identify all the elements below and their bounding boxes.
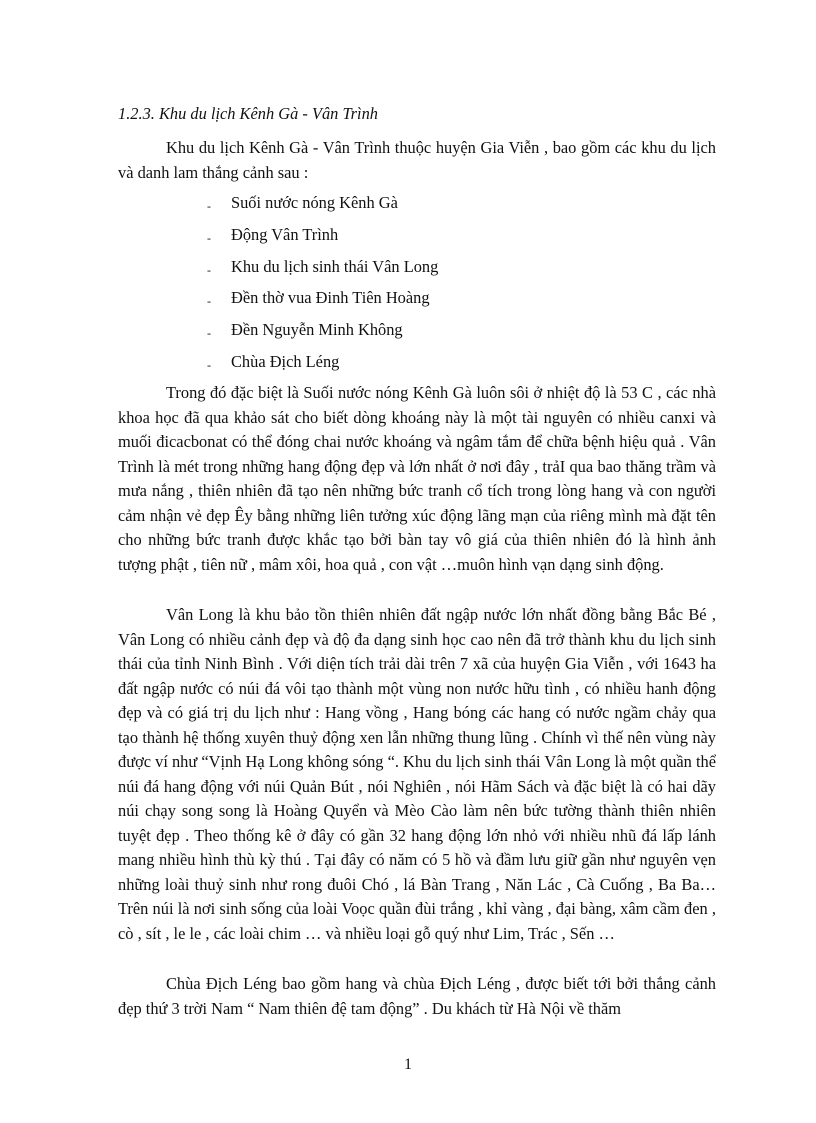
- bullet-icon: -: [207, 326, 211, 341]
- list-item: [207, 223, 438, 255]
- attraction-list: [207, 191, 438, 382]
- bullet-icon: -: [207, 262, 211, 277]
- paragraph-text: Trong đó đặc biệt là Suối nước nóng Kênh Gà luôn sôi ở nhiệt độ là 53 C , các nhà khoa học đã qua khảo sát cho biết dòng khoáng này là một tài nguyên có nhiều canxi và muối đicacbonat có thể đóng chai nước khoáng và ngâm tắm để chữa bệnh hiệu quả . Vân Trình là mét trong những hang động đẹp và lớn nhất ở nơi đây , trảI qua bao thăng trầm và mưa nắng , thiên nhiên đã tạo nên những bức tranh cổ tích trong lòng hang và con người cảm nhận vẻ đẹp Êy bằng những liên tưởng xúc động lãng mạn của riêng mình mà đặt tên cho những bức tranh được khắc tạo bởi bàn tay vô giá của thiên nhiên đó là hình ảnh tượng phật , tiên nữ , mâm xôi, hoa quả , con vật …muôn hình vạn dạng sinh động.: [118, 383, 716, 574]
- list-item-text: Khu du lịch sinh thái Vân Long: [231, 256, 439, 276]
- section-heading: 1.2.3. Khu du lịch Kênh Gà - Vân Trình: [118, 104, 378, 123]
- bullet-icon: -: [207, 294, 211, 309]
- bullet-icon: -: [207, 230, 211, 245]
- list-item-text: Đền thờ vua Đinh Tiên Hoàng: [231, 288, 430, 308]
- intro-paragraph: [118, 136, 716, 185]
- paragraph-text: Chùa Địch Léng bao gồm hang và chùa Địch Léng , được biết tới bởi thắng cảnh đẹp thứ 3 trời Nam “ Nam thiên đệ tam động” . Du khách từ Hà Nội về thăm: [118, 974, 716, 1018]
- page-number: 1: [404, 1056, 412, 1073]
- list-item-text: Đền Nguyễn Minh Không: [231, 320, 403, 340]
- bullet-icon: -: [207, 357, 211, 372]
- list-item: [207, 191, 438, 223]
- intro-text: Khu du lịch Kênh Gà - Vân Trình thuộc huyện Gia Viễn , bao gồm các khu du lịch và danh lam thắng cảnh sau :: [118, 138, 716, 182]
- list-item: [207, 286, 438, 318]
- list-item: [207, 255, 438, 287]
- paragraph-hot-spring: [118, 381, 716, 577]
- list-item-text: Động Vân Trình: [231, 224, 339, 244]
- paragraph-dich-leng: [118, 972, 716, 1021]
- list-item: [207, 350, 438, 382]
- list-item: [207, 318, 438, 350]
- paragraph-van-long: [118, 603, 716, 946]
- bullet-icon: -: [207, 199, 211, 213]
- list-item-text: Suối nước nóng Kênh Gà: [231, 193, 398, 212]
- list-item-text: Chùa Địch Léng: [231, 351, 340, 371]
- paragraph-text: Vân Long là khu bảo tồn thiên nhiên đất ngập nước lớn nhất đồng bằng Bắc Bé , Vân Long có nhiều cảnh đẹp và độ đa dạng sinh học cao nên đã trở thành khu du lịch sinh thái của tỉnh Ninh Bình . Với diện tích trải dài trên 7 xã của huyện Gia Viễn , với 1643 ha đất ngập nước có núi đá vôi tạo thành một vùng non nước hữu tình , có nhiều hanh động đẹp và có giá trị du lịch như : Hang vồng , Hang bóng các hang có nước ngầm chảy qua tạo thành hệ thống xuyên thuỷ động xen lẫn những thung lũng . Chính vì thế nên vùng này được ví như “Vịnh Hạ Long không sóng “. Khu du lịch sinh thái Vân Long là một quần thể núi đá hang động với núi Quản Bút , nói Nghiên , nói Hãm Sách và đặc biệt là có hai dãy núi chạy song song là Hoàng Quyển và Mèo Cào làm nên bức tường thành thiên nhiên tuyệt đẹp . Theo thống kê ở đây có gần 32 hang động lớn nhỏ với nhiều nhũ đá lấp lánh mang nhiều hình thù kỳ thú . Tại đây có năm có 5 hồ và đầm lưu giữ gần như nguyên vẹn những loài thuỷ sinh như rong đuôi Chó , lá Bàn Trang , Năn Lác , Cà Cuống , Ba Ba…Trên núi là nơi sinh sống của loài Voọc quần đùi trắng , khỉ vàng , đại bàng, xâm cầm đen , cò , sít , le le , các loài chim … và nhiều loại gỗ quý như Lim, Trác , Sến …: [118, 605, 716, 943]
